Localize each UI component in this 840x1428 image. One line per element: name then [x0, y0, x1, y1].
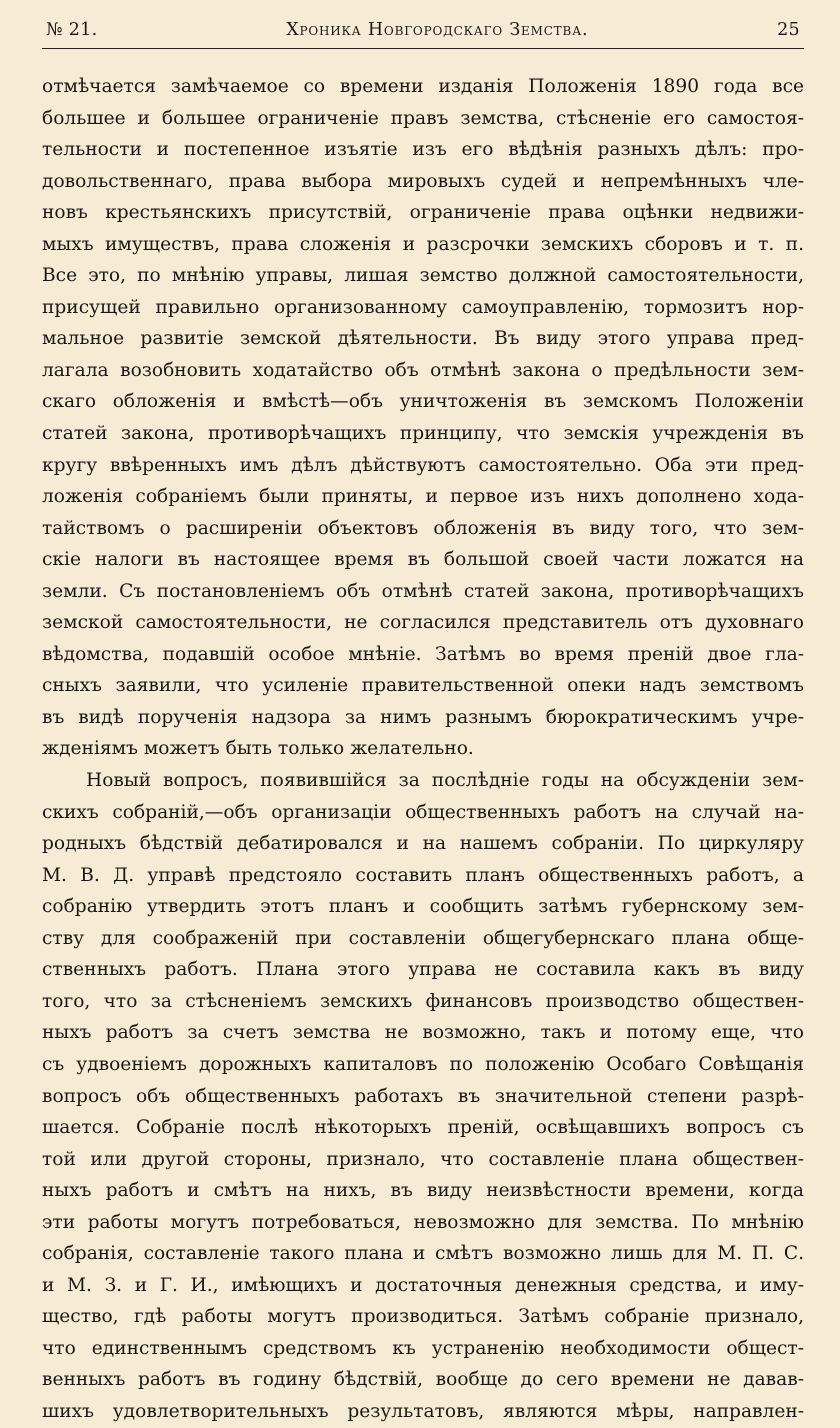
text-line: того, что за стѣсненіемъ земскихъ финансовъ производство обществен- — [42, 990, 804, 1012]
text-line: ныхъ работъ и смѣтъ на нихъ, въ виду неизвѣстности времени, когда — [42, 1180, 804, 1202]
text-line: довольственнаго, права выбора мировыхъ судей и непремѣнныхъ чле- — [42, 170, 804, 192]
body-text — [42, 71, 804, 1428]
text-line: статей закона, противорѣчащихъ принципу, что земскія учрежденія въ — [42, 423, 804, 445]
text-line: скаго обложенія и вмѣстѣ—объ уничтоженія въ земскомъ Положеніи — [42, 391, 804, 413]
text-line: съ удвоеніемъ дорожныхъ капиталовъ по положенію Особаго Совѣщанія — [42, 1053, 804, 1075]
text-line: большее и большее ограниченіе правъ земства, стѣсненіе его самостоя- — [42, 107, 804, 129]
text-line: Все это, по мнѣнію управы, лишая земство должной самостоятельности, — [42, 265, 804, 287]
text-line: присущей правильно организованному самоуправленію, тормозитъ нор- — [42, 296, 804, 318]
text-line: земли. Съ постановленіемъ объ отмѣнѣ статей закона, противорѣчащихъ — [42, 580, 804, 602]
text-line: эти работы могутъ потребоваться, невозможно для земства. По мнѣнію — [42, 1211, 804, 1233]
text-line: родныхъ бѣдствій дебатировался и на нашемъ собраніи. По циркуляру — [42, 833, 804, 855]
text-line: ныхъ работъ за счетъ земства не возможно, такъ и потому еще, что — [42, 1022, 804, 1044]
text-line: что единственнымъ средствомъ къ устраненію необходимости общест- — [42, 1337, 804, 1359]
text-line: щество, гдѣ работы могутъ производиться. Затѣмъ собраніе признало, — [42, 1306, 804, 1328]
text-line: собранія, составленіе такого плана и смѣтъ возможно лишь для М. П. С. — [42, 1243, 804, 1265]
text-line: шается. Собраніе послѣ нѣкоторыхъ преній, освѣщавшихъ вопросъ съ — [42, 1117, 804, 1139]
text-line: ству для соображеній при составленіи общегубернскаго плана обще- — [42, 927, 804, 949]
text-line: тайствомъ о расширеніи объектовъ обложенія въ виду того, что зем- — [42, 517, 804, 539]
text-line: и М. З. и Г. И., имѣющихъ и достаточныя денежныя средства, и иму- — [42, 1274, 804, 1296]
text-line: мальное развитіе земской дѣятельности. Въ виду этого управа пред- — [42, 328, 804, 350]
text-line: венныхъ работъ въ годину бѣдствій, вообще до сего времени не давав- — [42, 1369, 804, 1391]
text-line: въ видѣ порученія надзора за нимъ разнымъ бюрократическимъ учре- — [42, 706, 804, 728]
journal-title: Хроника Новгородскаго Земства. — [286, 20, 589, 40]
text-line: лагала возобновить ходатайство объ отмѣнѣ закона о предѣльности зем- — [42, 359, 804, 381]
text-line: сныхъ заявили, что усиленіе правительственной опеки надъ земствомъ — [42, 675, 804, 697]
page-number: 25 — [777, 20, 800, 40]
text-line: вопросъ объ общественныхъ работахъ въ значительной степени разрѣ- — [42, 1085, 804, 1107]
text-line: ственныхъ работъ. Плана этого управа не составила какъ въ виду — [42, 959, 804, 981]
text-line: ложенія собраніемъ были приняты, и первое изъ нихъ дополнено хода- — [42, 486, 804, 508]
text-line: новъ крестьянскихъ присутствій, ограниченіе права оцѣнки недвижи- — [42, 202, 804, 224]
text-line: тельности и постепенное изъятіе изъ его вѣдѣнія разныхъ дѣлъ: про- — [42, 139, 804, 161]
issue-number: № 21. — [46, 20, 98, 40]
text-line: скіе налоги въ настоящее время въ большой своей части ложатся на — [42, 549, 804, 571]
text-line: вѣдомства, подавшій особое мнѣніе. Затѣмъ во время преній двое гла- — [42, 643, 804, 665]
text-line: той или другой стороны, признало, что составленіе плана обществен- — [42, 1148, 804, 1170]
text-line: Новый вопросъ, появившійся за послѣдніе годы на обсужденіи зем- — [86, 770, 804, 792]
text-line: мыхъ имуществъ, права сложенія и разсрочки земскихъ сборовъ и т. п. — [42, 233, 804, 255]
running-header — [42, 20, 804, 49]
text-line: отмѣчается замѣчаемое со времени изданія Положенія 1890 года все — [42, 76, 804, 97]
text-line: шихъ удовлетворительныхъ результатовъ, являются мѣры, направлен- — [42, 1400, 804, 1422]
text-line: кругу ввѣренныхъ имъ дѣлъ дѣйствуютъ самостоятельно. Оба эти пред- — [42, 454, 804, 476]
text-line: М. В. Д. управѣ предстояло составить планъ общественныхъ работъ, а — [42, 864, 804, 886]
text-line: собранію утвердить этотъ планъ и сообщить затѣмъ губернскому зем- — [42, 896, 804, 918]
text-line: жденіямъ можетъ быть только желательно. — [42, 738, 474, 760]
text-line: земской самостоятельности, не согласился представитель отъ духовнаго — [42, 612, 804, 634]
text-line: скихъ собраній,—объ организаціи общественныхъ работъ на случай на- — [42, 801, 804, 823]
